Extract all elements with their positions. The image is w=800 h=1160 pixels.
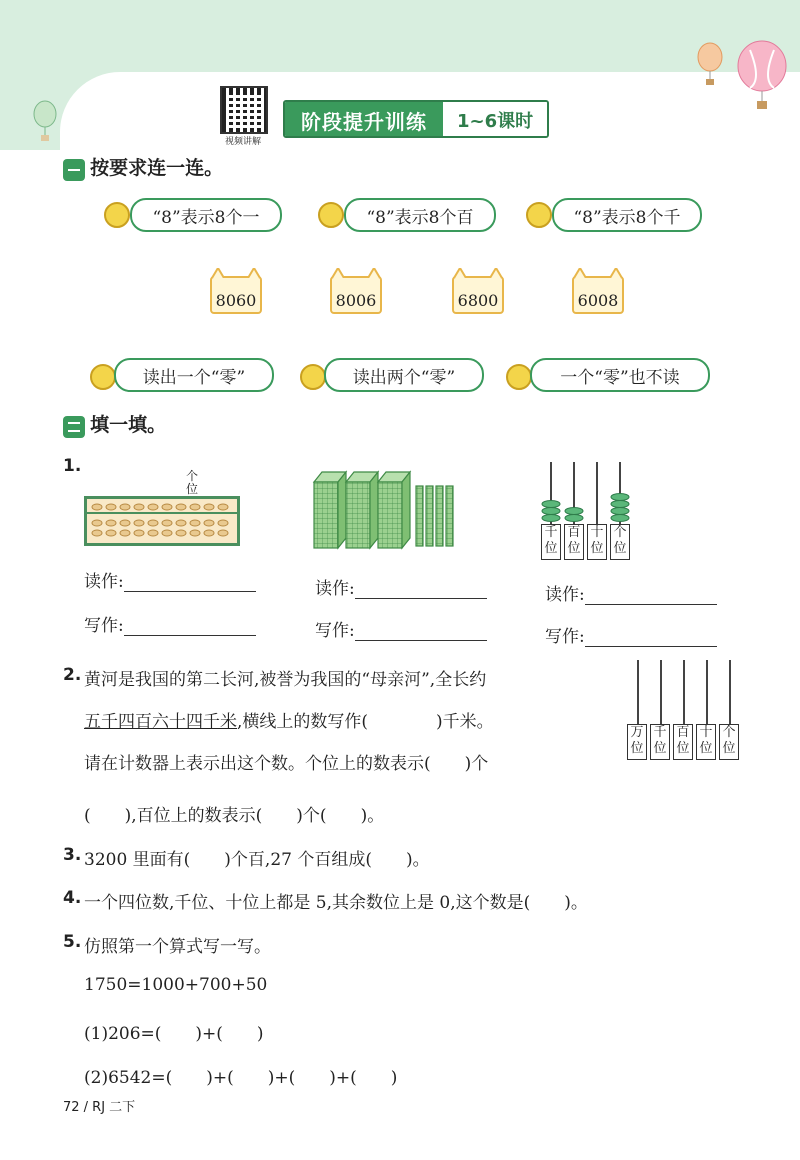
place-label: 个位 (610, 524, 630, 560)
section1-marker (63, 159, 85, 181)
pink-balloon-icon (735, 40, 789, 112)
place-label: 千位 (541, 524, 561, 560)
place-label: 百位 (673, 724, 693, 760)
q2-line2-rest: ,横线上的数写作( )千米。 (237, 712, 494, 732)
q4-number: 4. (63, 888, 82, 908)
number-card-1[interactable] (210, 276, 262, 314)
q3-number: 3. (63, 845, 82, 865)
q5-part1: (1)206=( )+( ) (84, 1024, 264, 1044)
abacus-ones-label: 个位 (185, 469, 198, 496)
q1-write-a (84, 611, 256, 636)
qr-label: 视频讲解 (224, 137, 261, 147)
answer-line[interactable] (124, 573, 256, 592)
section1-title: 按要求连一连。 (90, 157, 224, 179)
lightbulb-icon (318, 202, 344, 228)
number-card-value: 8060 (210, 276, 262, 314)
page-title (283, 100, 549, 138)
place-label: 十位 (587, 524, 607, 560)
title-sub: 1~6课时 (443, 102, 547, 136)
write-label: 写作: (545, 627, 585, 647)
q2-line2 (84, 707, 494, 732)
lightbulb-icon (526, 202, 552, 228)
q3-text: 3200 里面有( )个百,27 个百组成( )。 (84, 850, 430, 870)
q2-line1: 黄河是我国的第二长河,被誉为我国的“母亲河”,全长约 (84, 670, 487, 690)
place-value-counter-4 (541, 462, 633, 558)
answer-line[interactable] (124, 617, 256, 636)
q5-text: 仿照第一个算式写一写。 (84, 937, 271, 957)
write-label: 写作: (84, 616, 124, 636)
answer-line[interactable] (355, 622, 487, 641)
section2-marker (63, 416, 85, 438)
number-card-2[interactable] (330, 276, 382, 314)
lightbulb-icon (300, 364, 326, 390)
write-label: 写作: (315, 621, 355, 641)
read-label: 读作: (545, 585, 585, 605)
page-footer: 72 / RJ 二下 (63, 1100, 136, 1115)
orange-balloon-icon (694, 42, 726, 86)
small-balloon-icon (30, 100, 60, 142)
q4-text: 一个四位数,千位、十位上都是 5,其余数位上是 0,这个数是( )。 (84, 893, 588, 913)
place-label: 万位 (627, 724, 647, 760)
number-card-value: 6800 (452, 276, 504, 314)
q5-example: 1750=1000+700+50 (84, 975, 268, 995)
q1-read-a (84, 567, 256, 592)
answer-line[interactable] (585, 628, 717, 647)
answer-line[interactable] (355, 580, 487, 599)
q1-read-b (315, 574, 487, 599)
q2-number: 2. (63, 665, 82, 685)
lightbulb-icon (506, 364, 532, 390)
q1-write-c (545, 622, 717, 647)
q2-underlined: 五千四百六十四千米 (84, 712, 237, 732)
place-value-counter-5[interactable] (627, 660, 741, 760)
place-label: 千位 (650, 724, 670, 760)
q5-part2: (2)6542=( )+( )+( )+( ) (84, 1068, 398, 1088)
section2-title: 填一填。 (90, 414, 167, 436)
match-bottom-3[interactable]: 一个“零”也不读 (530, 358, 710, 392)
section2-heading (63, 410, 166, 438)
q1-read-c (545, 580, 717, 605)
q2-line4: ( ),百位上的数表示( )个( )。 (84, 806, 385, 826)
match-top-1[interactable]: “8”表示8个一 (130, 198, 282, 232)
match-top-3[interactable]: “8”表示8个千 (552, 198, 702, 232)
place-label: 个位 (719, 724, 739, 760)
q1-write-b (315, 616, 487, 641)
q1-number: 1. (63, 456, 82, 476)
title-main: 阶段提升训练 (285, 102, 443, 136)
abacus (84, 496, 240, 546)
number-card-4[interactable] (572, 276, 624, 314)
q2-line3: 请在计数器上表示出这个数。个位上的数表示( )个 (84, 754, 489, 774)
match-top-2[interactable]: “8”表示8个百 (344, 198, 496, 232)
answer-line[interactable] (585, 586, 717, 605)
section1-heading (63, 153, 223, 181)
match-bottom-1[interactable]: 读出一个“零” (114, 358, 274, 392)
q5-number: 5. (63, 932, 82, 952)
read-label: 读作: (84, 572, 124, 592)
number-card-value: 6008 (572, 276, 624, 314)
lightbulb-icon (104, 202, 130, 228)
base-ten-blocks (312, 468, 464, 550)
qr-code-icon[interactable] (220, 86, 268, 134)
read-label: 读作: (315, 579, 355, 599)
lightbulb-icon (90, 364, 116, 390)
place-label: 十位 (696, 724, 716, 760)
match-bottom-2[interactable]: 读出两个“零” (324, 358, 484, 392)
number-card-value: 8006 (330, 276, 382, 314)
number-card-3[interactable] (452, 276, 504, 314)
place-label: 百位 (564, 524, 584, 560)
